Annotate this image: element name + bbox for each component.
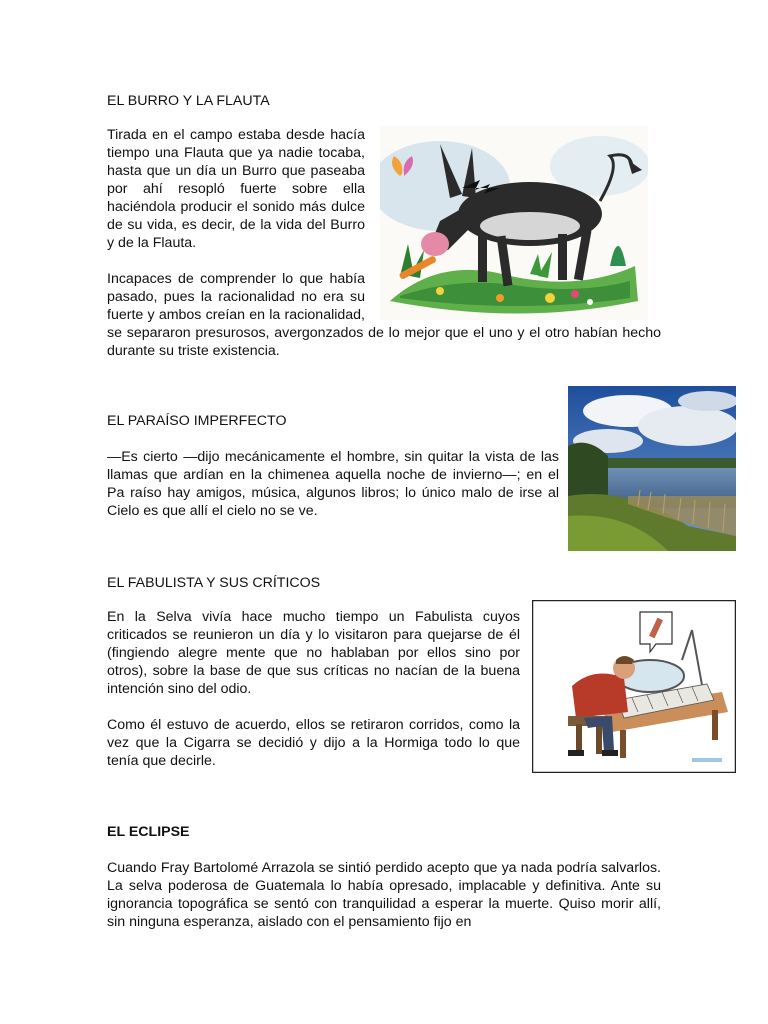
story-paragraph <box>107 448 559 520</box>
story-paragraph-text: Tirada en el campo estaba desde hacía tiempo una Flauta que ya nadie tocaba, hasta que un día un Burro que paseaba por ahí resopló fuerte sobre ella haciéndola producir el sonido más dulce de su vida, es decir, de la vida del Burro y de la Flauta. <box>107 127 365 251</box>
story-paragraph <box>107 270 661 360</box>
story-paragraph-text: En la Selva vivía hace mucho tiempo un Fabulista cuyos criticados se reunieron un día y lo visitaron para quejarse de él (fingiendo alegre mente que no hablaban por ellos sino por otros), sobre la base de que sus críticas no nacían de la buena intención sino del odio. <box>107 609 520 697</box>
story-paragraph-text: —Es cierto —dijo mecánicamente el hombre, sin quitar la vista de las llamas que ardían en la chimenea aquella noche de invierno—; en el Pa raíso hay amigos, música, algunos libros; lo único malo de irse al Cielo es que allí el cielo no se ve. <box>107 449 559 519</box>
text-wrap-spacer <box>365 270 661 320</box>
story-paragraph-text: Cuando Fray Bartolomé Arrazola se sintió perdido acepto que ya nada podría salvarlos. La selva poderosa de Guatemala lo había opresado, implacable y definitiva. Ante su ignorancia topográfica se sentó con tranquilidad a esperar la muerte. Quiso morir allí, sin ninguna esperanza, aislado con el pensamiento fijo en <box>107 860 661 930</box>
story-title-fabulista: EL FABULISTA Y SUS CRÍTICOS <box>107 575 321 591</box>
story-paragraph <box>107 859 661 931</box>
story-title-eclipse: EL ECLIPSE <box>107 824 190 840</box>
story-paragraph-text: Incapaces de comprender lo que había pasado, pues la racionalidad no era su fuerte y ambos creían en la racionalidad, se separaron presurosos, avergonzados de lo mejor que el uno y el otro habían hecho durante su triste existencia. <box>107 271 661 359</box>
story-title-paraiso: EL PARAÍSO IMPERFECTO <box>107 413 287 429</box>
story-paragraph-text: Como él estuvo de acuerdo, ellos se retiraron corridos, como la vez que la Cigarra se decidió y dijo a la Hormiga todo lo que tenía que decirle. <box>107 717 520 769</box>
story-paragraph-group <box>107 608 520 770</box>
lake-landscape-photo <box>568 386 736 551</box>
story-paragraph <box>107 126 365 252</box>
story-title-burro: EL BURRO Y LA FLAUTA <box>107 93 270 109</box>
man-with-magnifier-illustration <box>532 600 736 773</box>
